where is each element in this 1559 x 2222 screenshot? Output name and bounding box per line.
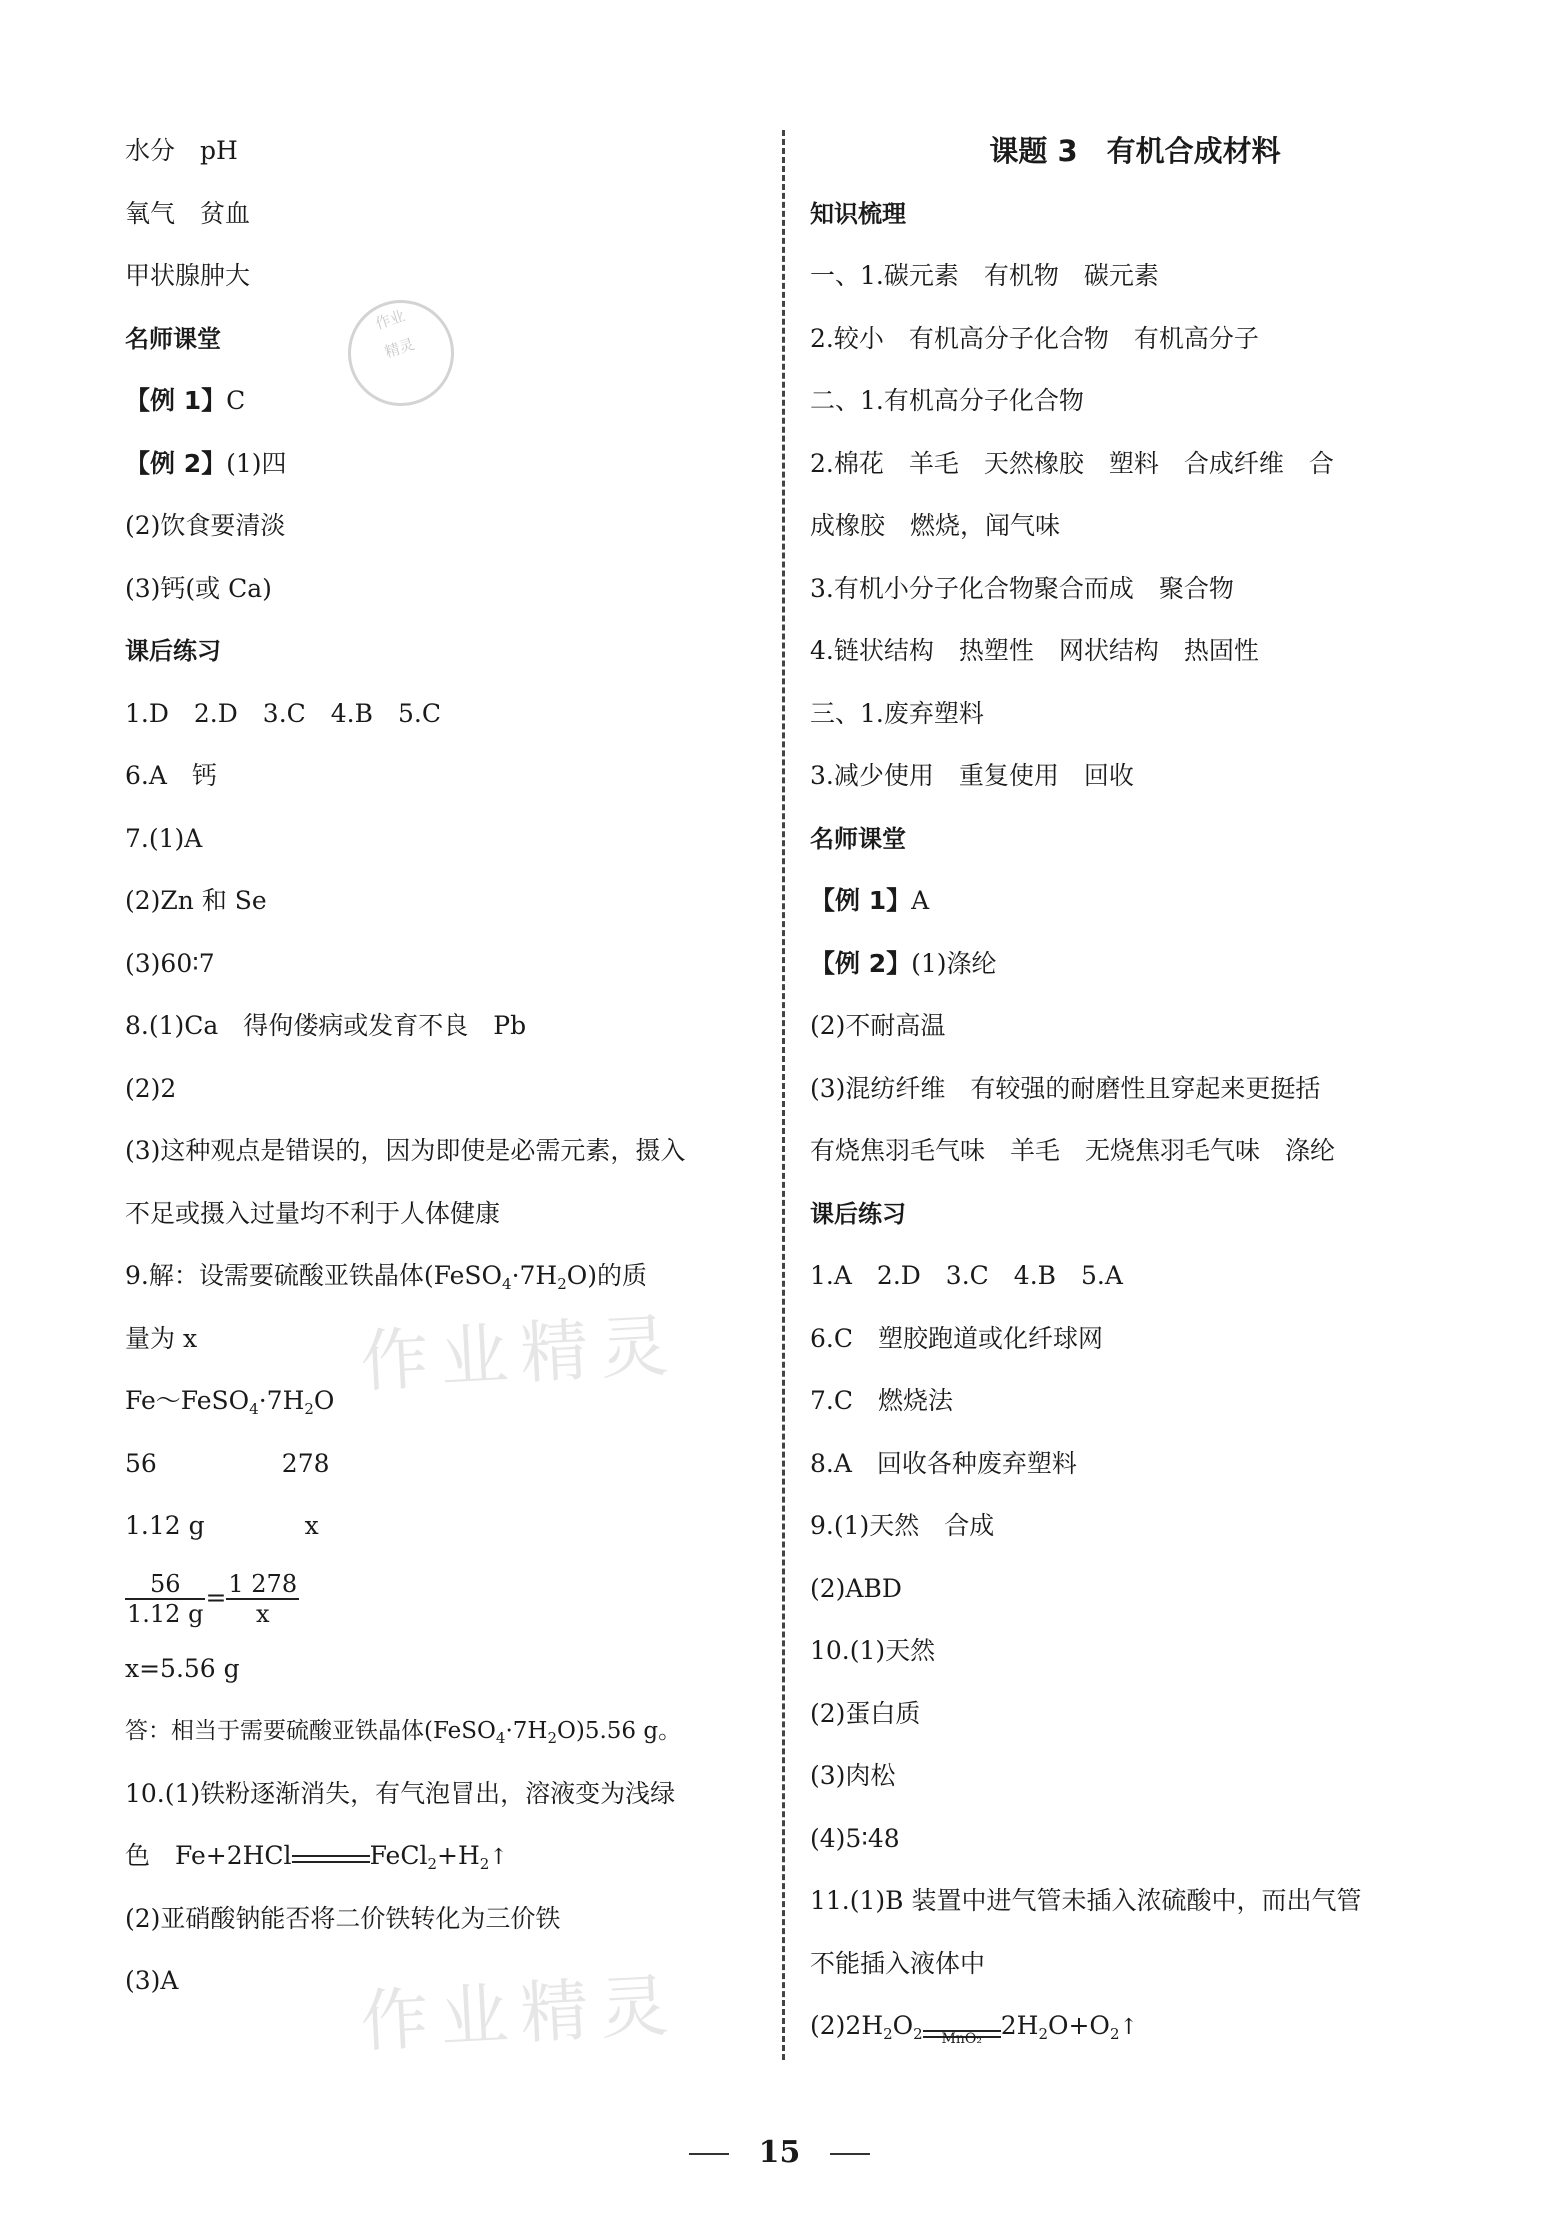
answer-line: 水分 pH [125,136,238,165]
lesson-title: 课题 3 有机合成材料 [989,134,1281,168]
equation-line: $(2)2H_2O_2$ MnO₂ $2H_2O+O_2↑$ [810,1995,1460,2058]
example-answer: 【例 2】(1)四 [125,448,287,478]
answer-line: 三、1.废弃塑料 [810,698,984,728]
answer-line: 56 278 [125,1448,330,1478]
watermark-text: 作业精灵 [358,1966,683,2063]
reaction-equals-sign [923,2018,1001,2047]
fraction: $\frac{1 278}{x}$ [228,1570,298,1628]
section-heading: 课后练习 [125,637,221,665]
example-answer: 【例 1】A [810,886,930,915]
right-column [810,120,1460,2058]
answer-line: (2)2 [125,1073,177,1103]
answer-line: 10.(1)铁粉逐渐消失，有气泡冒出，溶液变为浅绿 [125,1778,676,1808]
answer-line: 6.A 钙 [125,761,217,790]
answer-line: (2)ABD [810,1573,902,1603]
answer-line: (3)混纺纤维 有较强的耐磨性且穿起来更挺括 [810,1073,1321,1103]
answer-line: 量为 x [125,1323,198,1353]
gas-arrow-icon: ↑ [1119,2015,1138,2040]
example-answer: 【例 2】(1)涤纶 [810,948,997,978]
section-heading: 名师课堂 [125,324,221,353]
footer-dash [830,2153,870,2155]
reaction-equals-sign [292,1853,370,1863]
answer-line: (3)60∶7 [125,948,215,978]
answer-line: 3.有机小分子化合物聚合而成 聚合物 [810,573,1234,603]
answer-line: 9.解：设需要硫酸亚铁晶体$(FeSO_4\cdot 7H_2O)$的质 [125,1261,648,1293]
answer-line: (3)A [125,1966,179,1995]
answer-line: (2)蛋白质 [810,1698,921,1728]
answer-line: 11.(1)B 装置中进气管未插入浓硫酸中，而出气管 [810,1886,1362,1915]
answer-line: (2)不耐高温 [810,1011,946,1040]
answer-line: 甲状腺肿大 [125,261,251,290]
answer-line: 成橡胶 燃烧，闻气味 [810,511,1061,540]
answer-line: 8.A 回收各种废弃塑料 [810,1448,1077,1478]
left-column [125,120,765,2013]
answer-line: 氧气 贫血 [125,198,251,228]
example-tag: 【例 2】 [125,448,227,478]
answer-line: 2.较小 有机高分子化合物 有机高分子 [810,323,1259,353]
section-heading: 课后练习 [810,1199,906,1228]
answer-line: 3.减少使用 重复使用 回收 [810,761,1134,790]
formula-line: $Fe\sim FeSO_4\cdot 7H_2O$ [125,1386,335,1418]
footer-dash [689,2153,729,2155]
answer-line: 不足或摄入过量均不利于人体健康 [125,1198,501,1228]
answer-line: (3)钙(或 Ca) [125,573,272,603]
catalyst-label: MnO₂ [941,2030,982,2047]
answer-line: (2)Zn 和 Se [125,886,267,915]
example-answer: 【例 1】C [125,386,246,415]
answer-line: (3)这种观点是错误的，因为即使是必需元素，摄入 [125,1136,686,1165]
answer-line: 6.C 塑胶跑道或化纤球网 [810,1323,1103,1353]
answer-line: 1.D 2.D 3.C 4.B 5.C [125,698,441,728]
section-heading: 名师课堂 [810,824,906,853]
answer-line: (4)5∶48 [810,1823,900,1853]
answer-line: 7.C 燃烧法 [810,1386,953,1415]
answer-line: x=5.56 g [125,1653,240,1683]
answer-line: 答：相当于需要硫酸亚铁晶体$(FeSO_4\cdot 7H_2O)5.56$ g。 [125,1718,682,1747]
answer-line: 10.(1)天然 [810,1636,936,1665]
watermark-text: 作业精灵 [358,1306,683,1403]
page-number: 15 [758,2135,801,2170]
answer-line: (3)肉松 [810,1761,896,1790]
gas-arrow-icon: ↑ [489,1845,508,1870]
example-tag: 【例 1】 [125,386,227,415]
equation-line: 色 Fe+2HCl $FeCl_2+H_2↑$ [125,1841,508,1873]
answer-line: (2)亚硝酸钠能否将二价铁转化为三价铁 [125,1903,561,1933]
answer-line: 9.(1)天然 合成 [810,1511,995,1540]
answer-line: 有烧焦羽毛气味 羊毛 无烧焦羽毛气味 涤纶 [810,1136,1336,1165]
section-heading: 知识梳理 [810,199,906,228]
example-tag: 【例 2】 [810,948,912,978]
answer-line: 二、1.有机高分子化合物 [810,386,1084,415]
answer-line: 4.链状结构 热塑性 网状结构 热固性 [810,636,1259,665]
watermark-stamp: 作业 精灵 [334,286,468,420]
column-divider [782,130,785,2060]
answer-line: 一、1.碳元素 有机物 碳元素 [810,261,1159,290]
answer-line: 1.12 g x [125,1511,319,1540]
proportion-equation: $\frac{56}{1.12 g}$ = $\frac{1 278}{x}$ [127,1570,298,1628]
answer-line: 2.棉花 羊毛 天然橡胶 塑料 合成纤维 合 [810,448,1334,478]
example-tag: 【例 1】 [810,886,912,915]
fraction: $\frac{56}{1.12 g}$ [127,1570,204,1628]
answer-line: 1.A 2.D 3.C 4.B 5.A [810,1261,1123,1290]
page-footer [0,2135,1559,2170]
answer-line: 8.(1)Ca 得佝偻病或发育不良 Pb [125,1011,527,1040]
answer-line: 7.(1)A [125,823,203,853]
answer-line: 不能插入液体中 [810,1948,986,1978]
answer-line: (2)饮食要清淡 [125,511,286,540]
